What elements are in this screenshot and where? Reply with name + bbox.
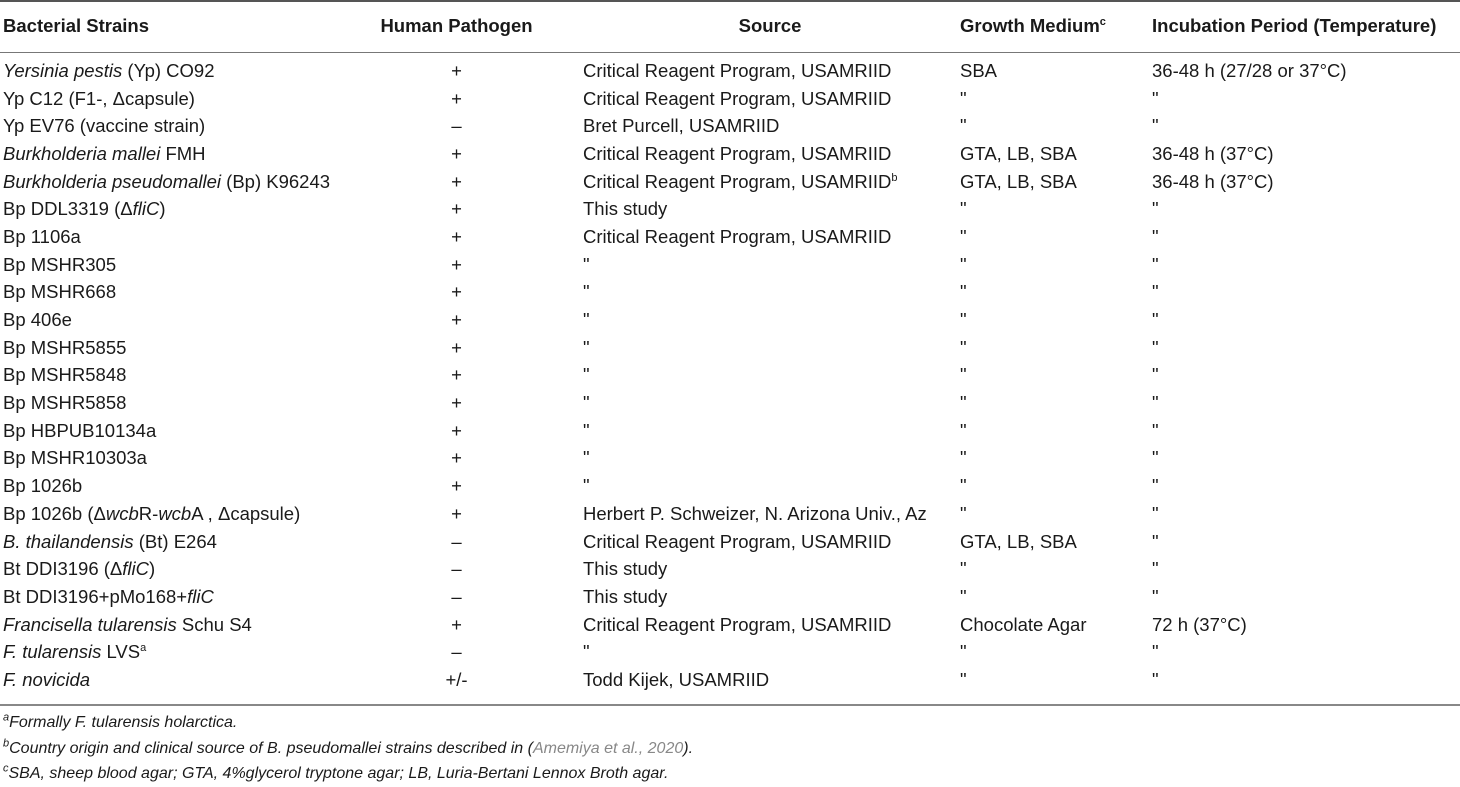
incubation-cell: 36-48 h (37°C) xyxy=(1152,170,1274,192)
footnote-text: SBA, sheep blood agar; GTA, 4%glycerol tryptone agar; LB, Luria-Bertani Lennox Broth agar. xyxy=(8,765,669,782)
strain-cell xyxy=(0,472,330,500)
medium-cell: " xyxy=(960,475,967,497)
pathogen-cell: + xyxy=(451,613,462,635)
footnote-citation: Amemiya et al., 2020 xyxy=(532,739,684,757)
source-text: Critical Reagent Program, USAMRIID xyxy=(583,59,892,81)
strain-part: Francisella tularensis xyxy=(3,613,177,635)
source-cell xyxy=(580,445,957,473)
source-cell xyxy=(580,279,957,307)
strain-part: wcb xyxy=(158,502,192,524)
footnote xyxy=(3,736,693,762)
pathogen-cell: – xyxy=(451,115,462,137)
medium-cell: " xyxy=(960,585,967,607)
strain-part: Bp HBPUB10134a xyxy=(3,419,157,441)
pathogen-cell: + xyxy=(451,142,462,164)
pathogen-cell: + xyxy=(451,225,462,247)
incubation-cell: " xyxy=(1152,530,1159,552)
pathogen-cell: + xyxy=(451,475,462,497)
source-text: " xyxy=(583,336,590,358)
pathogen-cell: + xyxy=(451,59,462,81)
incubation-cell: " xyxy=(1152,585,1159,607)
table-row xyxy=(0,528,1460,556)
source-text: " xyxy=(583,281,590,303)
strain-part: wcb xyxy=(105,502,139,524)
strain-part: fliC xyxy=(187,585,214,607)
strain-part: LVS xyxy=(101,641,141,663)
strain-part: Burkholderia mallei xyxy=(3,142,161,164)
source-cell xyxy=(580,140,957,168)
source-text: " xyxy=(583,253,590,275)
pathogen-cell: – xyxy=(451,558,462,580)
medium-cell: GTA, LB, SBA xyxy=(960,170,1077,192)
medium-cell: " xyxy=(960,447,967,469)
source-text: Critical Reagent Program, USAMRIID xyxy=(583,225,892,247)
table-row xyxy=(0,140,1460,168)
strain-part: Bp MSHR5858 xyxy=(3,392,127,414)
header-pathogen: Human Pathogen xyxy=(330,0,580,53)
source-text: " xyxy=(583,364,590,386)
source-cell xyxy=(580,583,957,611)
pathogen-cell: + xyxy=(451,281,462,303)
strain-cell xyxy=(0,417,330,445)
strain-part: ) xyxy=(159,198,166,220)
medium-cell: SBA xyxy=(960,59,998,81)
strain-part: B. thailandensis xyxy=(3,530,134,552)
table-row xyxy=(0,500,1460,528)
medium-cell: " xyxy=(960,281,967,303)
source-text: This study xyxy=(583,558,668,580)
table-row xyxy=(0,417,1460,445)
table-row xyxy=(0,112,1460,140)
source-cell xyxy=(580,85,957,113)
medium-cell: GTA, LB, SBA xyxy=(960,530,1077,552)
strain-part: A , Δcapsule) xyxy=(191,502,301,524)
strain-part: ) xyxy=(149,558,156,580)
strain-part: Schu S4 xyxy=(176,613,252,635)
strain-cell xyxy=(0,112,330,140)
strain-cell xyxy=(0,528,330,556)
strain-part: fliC xyxy=(132,198,160,220)
pathogen-cell: – xyxy=(451,641,462,663)
source-text: " xyxy=(583,392,590,414)
medium-cell: " xyxy=(960,115,967,137)
table-row xyxy=(0,445,1460,473)
incubation-cell: " xyxy=(1152,558,1159,580)
source-cell xyxy=(580,555,957,583)
source-cell xyxy=(580,362,957,390)
table-row xyxy=(0,611,1460,639)
table-row xyxy=(0,85,1460,113)
footnotes xyxy=(3,710,693,787)
pathogen-cell: – xyxy=(451,585,462,607)
strain-cell xyxy=(0,251,330,279)
strain-cell xyxy=(0,85,330,113)
strain-cell xyxy=(0,168,330,196)
source-cell xyxy=(580,528,957,556)
footnote xyxy=(3,761,693,787)
pathogen-cell: + xyxy=(451,392,462,414)
source-cell xyxy=(580,389,957,417)
strain-part: F. tularensis xyxy=(3,641,102,663)
medium-cell: " xyxy=(960,392,967,414)
footnote-mark: c xyxy=(3,762,9,775)
table-row xyxy=(0,666,1460,694)
source-cell xyxy=(580,666,957,694)
pathogen-cell: + xyxy=(451,447,462,469)
strain-cell xyxy=(0,140,330,168)
medium-cell: " xyxy=(960,253,967,275)
strain-part: (Bt) E264 xyxy=(133,530,217,552)
table-row xyxy=(0,555,1460,583)
source-cell xyxy=(580,306,957,334)
header-source: Source xyxy=(580,0,957,53)
pathogen-cell: + xyxy=(451,253,462,275)
header-strain: Bacterial Strains xyxy=(0,0,330,53)
footnote-text: Country origin and clinical source of B. pseudomallei strains described in ( xyxy=(9,739,533,757)
strain-cell xyxy=(0,334,330,362)
table-body xyxy=(0,53,1460,694)
strain-part: Bt DDI3196 (Δ xyxy=(3,558,123,580)
strain-part: Bp DDL3319 (Δ xyxy=(3,198,133,220)
source-cell xyxy=(580,112,957,140)
incubation-cell: " xyxy=(1152,447,1159,469)
incubation-cell: " xyxy=(1152,87,1159,109)
medium-cell: " xyxy=(960,419,967,441)
source-text: Critical Reagent Program, USAMRIID xyxy=(583,613,892,635)
pathogen-cell: + xyxy=(451,336,462,358)
source-text: Critical Reagent Program, USAMRIID xyxy=(583,530,892,552)
header-incubation: Incubation Period (Temperature) xyxy=(1149,0,1460,53)
source-text: Critical Reagent Program, USAMRIID xyxy=(583,170,892,192)
strain-cell xyxy=(0,583,330,611)
table-row xyxy=(0,362,1460,390)
source-cell xyxy=(580,472,957,500)
strain-part: Bp MSHR668 xyxy=(3,281,117,303)
source-cell xyxy=(580,251,957,279)
source-cell xyxy=(580,638,957,666)
bottom-rule xyxy=(0,704,1460,706)
strain-part: Yp C12 (F1-, Δcapsule) xyxy=(3,87,195,109)
header-medium-label: Growth Medium xyxy=(960,15,1100,36)
strain-part: Bp 1026b xyxy=(3,475,83,497)
table-row xyxy=(0,583,1460,611)
table-row xyxy=(0,306,1460,334)
source-text: " xyxy=(583,641,590,663)
table-row xyxy=(0,389,1460,417)
incubation-cell: " xyxy=(1152,336,1159,358)
strain-cell xyxy=(0,279,330,307)
strain-part: fliC xyxy=(122,558,150,580)
footnote xyxy=(3,710,693,736)
strain-cell xyxy=(0,666,330,694)
source-text: Critical Reagent Program, USAMRIID xyxy=(583,142,892,164)
medium-cell: " xyxy=(960,336,967,358)
strain-part: Bp MSHR5848 xyxy=(3,364,127,386)
strain-cell xyxy=(0,500,330,528)
strain-cell xyxy=(0,638,330,666)
source-text: This study xyxy=(583,198,668,220)
strain-part: F. novicida xyxy=(3,668,91,690)
incubation-cell: 36-48 h (27/28 or 37°C) xyxy=(1152,59,1347,81)
pathogen-cell: + xyxy=(451,364,462,386)
medium-cell: GTA, LB, SBA xyxy=(960,142,1077,164)
table-row xyxy=(0,279,1460,307)
medium-cell: " xyxy=(960,198,967,220)
incubation-cell: " xyxy=(1152,392,1159,414)
table-row xyxy=(0,195,1460,223)
pathogen-cell: – xyxy=(451,530,462,552)
source-text: This study xyxy=(583,585,668,607)
footnote-mark: b xyxy=(3,737,10,750)
source-text: " xyxy=(583,475,590,497)
table-row xyxy=(0,334,1460,362)
strain-part: Bp 1106a xyxy=(3,225,81,247)
incubation-cell: 36-48 h (37°C) xyxy=(1152,142,1274,164)
source-sup: b xyxy=(891,171,898,184)
strain-part: Burkholderia pseudomallei xyxy=(3,170,222,192)
strain-part: Bp MSHR5855 xyxy=(3,336,127,358)
incubation-cell: " xyxy=(1152,225,1159,247)
incubation-cell: " xyxy=(1152,115,1159,137)
source-cell xyxy=(580,168,957,196)
medium-cell: " xyxy=(960,668,967,690)
pathogen-cell: + xyxy=(451,87,462,109)
table-row xyxy=(0,472,1460,500)
pathogen-cell: + xyxy=(451,198,462,220)
incubation-cell: " xyxy=(1152,668,1159,690)
strain-part: Bp MSHR305 xyxy=(3,253,117,275)
strain-cell xyxy=(0,611,330,639)
footnote-mark: a xyxy=(3,711,10,724)
source-text: Bret Purcell, USAMRIID xyxy=(583,115,780,137)
strain-cell xyxy=(0,195,330,223)
pathogen-cell: + xyxy=(451,309,462,331)
incubation-cell: " xyxy=(1152,419,1159,441)
strain-part: Yersinia pestis xyxy=(3,59,123,81)
strain-cell xyxy=(0,555,330,583)
table-row xyxy=(0,168,1460,196)
strain-cell xyxy=(0,362,330,390)
strain-part: Bp 1026b (Δ xyxy=(3,502,106,524)
medium-cell: " xyxy=(960,87,967,109)
pathogen-cell: + xyxy=(451,419,462,441)
source-text: " xyxy=(583,447,590,469)
source-cell xyxy=(580,195,957,223)
medium-cell: Chocolate Agar xyxy=(960,613,1087,635)
strain-part: R- xyxy=(138,502,159,524)
pathogen-cell: + xyxy=(451,502,462,524)
table-row xyxy=(0,251,1460,279)
header-row xyxy=(0,0,1460,53)
strain-part: (Bp) K96243 xyxy=(221,170,331,192)
strain-part: FMH xyxy=(160,142,206,164)
table-row xyxy=(0,223,1460,251)
incubation-cell: " xyxy=(1152,502,1159,524)
source-cell xyxy=(580,417,957,445)
strain-part: Yp EV76 (vaccine strain) xyxy=(3,115,206,137)
header-medium xyxy=(957,0,1149,53)
incubation-cell: " xyxy=(1152,641,1159,663)
footnote-tail: ). xyxy=(683,739,694,757)
medium-cell: " xyxy=(960,502,967,524)
medium-cell: " xyxy=(960,641,967,663)
strain-part: (Yp) CO92 xyxy=(122,59,215,81)
source-text: " xyxy=(583,309,590,331)
strain-part: Bp 406e xyxy=(3,309,72,331)
source-cell xyxy=(580,500,957,528)
medium-cell: " xyxy=(960,364,967,386)
strain-part: Bt DDI3196+pMo168+ xyxy=(3,585,188,607)
strain-sup: a xyxy=(140,642,147,655)
incubation-cell: " xyxy=(1152,198,1159,220)
incubation-cell: " xyxy=(1152,281,1159,303)
source-text: " xyxy=(583,419,590,441)
source-text: Todd Kijek, USAMRIID xyxy=(583,668,770,690)
strain-cell xyxy=(0,306,330,334)
medium-cell: " xyxy=(960,558,967,580)
source-text: Herbert P. Schweizer, N. Arizona Univ., Az xyxy=(583,502,927,524)
incubation-cell: " xyxy=(1152,253,1159,275)
strain-cell xyxy=(0,389,330,417)
source-cell xyxy=(580,223,957,251)
table-row xyxy=(0,53,1460,85)
header-medium-sup: c xyxy=(1099,15,1106,28)
source-text: Critical Reagent Program, USAMRIID xyxy=(583,87,892,109)
medium-cell: " xyxy=(960,225,967,247)
strain-part: Bp MSHR10303a xyxy=(3,447,147,469)
pathogen-cell: +/- xyxy=(445,668,468,690)
strain-cell xyxy=(0,223,330,251)
pathogen-cell: + xyxy=(451,170,462,192)
medium-cell: " xyxy=(960,309,967,331)
table-row xyxy=(0,638,1460,666)
footnote-text: Formally F. tularensis holarctica. xyxy=(9,714,238,731)
source-cell xyxy=(580,334,957,362)
incubation-cell: " xyxy=(1152,364,1159,386)
source-cell xyxy=(580,611,957,639)
source-cell xyxy=(580,53,957,85)
strain-cell xyxy=(0,445,330,473)
incubation-cell: " xyxy=(1152,475,1159,497)
incubation-cell: " xyxy=(1152,309,1159,331)
incubation-cell: 72 h (37°C) xyxy=(1152,613,1247,635)
strain-cell xyxy=(0,53,330,85)
